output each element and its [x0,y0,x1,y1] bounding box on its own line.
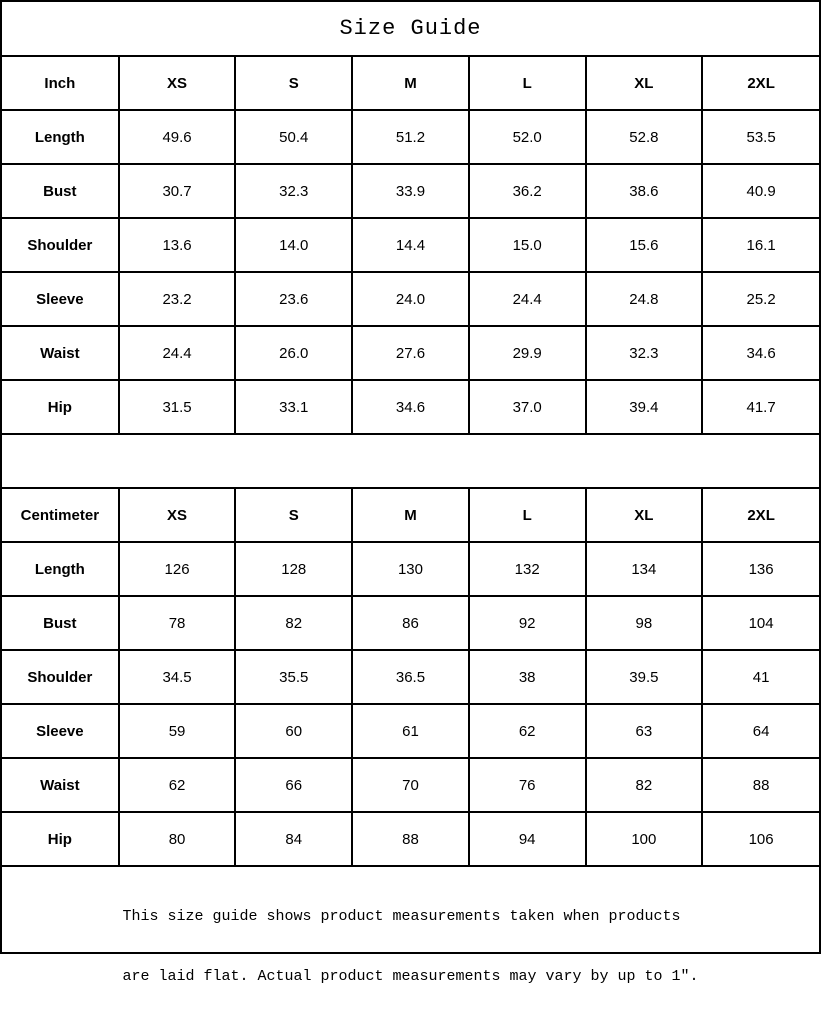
centimeter-size-table [2,489,819,865]
value-cell: 61 [352,704,469,758]
measurement-row [2,326,819,380]
value-cell: 106 [702,812,819,865]
row-label-cell: Shoulder [2,218,119,272]
measurement-row [2,110,819,164]
row-label-cell: Hip [2,380,119,433]
value-cell: 24.0 [352,272,469,326]
value-cell: 94 [469,812,586,865]
value-cell: 14.4 [352,218,469,272]
size-header-cell: M [352,57,469,110]
value-cell: 86 [352,596,469,650]
page-title: Size Guide [2,2,819,57]
value-cell: 32.3 [586,326,703,380]
row-label-cell: Hip [2,812,119,865]
value-cell: 24.4 [469,272,586,326]
value-cell: 128 [235,542,352,596]
value-cell: 134 [586,542,703,596]
value-cell: 41 [702,650,819,704]
value-cell: 100 [586,812,703,865]
measurement-row [2,596,819,650]
value-cell: 84 [235,812,352,865]
footer-note [2,865,819,1027]
size-header-cell: XS [119,57,236,110]
value-cell: 38 [469,650,586,704]
row-label-cell: Sleeve [2,272,119,326]
value-cell: 33.9 [352,164,469,218]
size-header-cell: S [235,57,352,110]
value-cell: 50.4 [235,110,352,164]
value-cell: 36.2 [469,164,586,218]
value-cell: 53.5 [702,110,819,164]
header-row [2,489,819,542]
value-cell: 82 [586,758,703,812]
size-header-cell: 2XL [702,57,819,110]
row-label-cell: Length [2,110,119,164]
value-cell: 13.6 [119,218,236,272]
header-row [2,57,819,110]
value-cell: 31.5 [119,380,236,433]
value-cell: 52.8 [586,110,703,164]
value-cell: 130 [352,542,469,596]
value-cell: 92 [469,596,586,650]
size-header-cell: L [469,57,586,110]
row-label-cell: Bust [2,164,119,218]
value-cell: 14.0 [235,218,352,272]
value-cell: 32.3 [235,164,352,218]
row-label-cell: Waist [2,758,119,812]
value-cell: 59 [119,704,236,758]
unit-header-cell: Centimeter [2,489,119,542]
size-header-cell: 2XL [702,489,819,542]
value-cell: 132 [469,542,586,596]
value-cell: 33.1 [235,380,352,433]
unit-header-cell: Inch [2,57,119,110]
measurement-row [2,272,819,326]
value-cell: 70 [352,758,469,812]
value-cell: 62 [119,758,236,812]
value-cell: 104 [702,596,819,650]
value-cell: 66 [235,758,352,812]
size-header-cell: XL [586,489,703,542]
measurement-row [2,164,819,218]
row-label-cell: Length [2,542,119,596]
row-label-cell: Bust [2,596,119,650]
value-cell: 27.6 [352,326,469,380]
value-cell: 39.5 [586,650,703,704]
value-cell: 88 [702,758,819,812]
row-label-cell: Waist [2,326,119,380]
value-cell: 49.6 [119,110,236,164]
row-label-cell: Sleeve [2,704,119,758]
value-cell: 60 [235,704,352,758]
value-cell: 34.5 [119,650,236,704]
size-header-cell: XS [119,489,236,542]
value-cell: 25.2 [702,272,819,326]
row-label-cell: Shoulder [2,650,119,704]
size-header-cell: XL [586,57,703,110]
size-header-cell: L [469,489,586,542]
value-cell: 63 [586,704,703,758]
measurement-row [2,650,819,704]
value-cell: 64 [702,704,819,758]
value-cell: 34.6 [352,380,469,433]
value-cell: 40.9 [702,164,819,218]
footer-note-line-2: are laid flat. Actual product measurements may vary by up to 1″. [122,968,699,985]
spacer-row [2,433,819,489]
size-header-cell: M [352,489,469,542]
measurement-row [2,758,819,812]
measurement-row [2,812,819,865]
value-cell: 62 [469,704,586,758]
value-cell: 39.4 [586,380,703,433]
value-cell: 24.8 [586,272,703,326]
value-cell: 76 [469,758,586,812]
value-cell: 126 [119,542,236,596]
value-cell: 15.6 [586,218,703,272]
value-cell: 136 [702,542,819,596]
value-cell: 80 [119,812,236,865]
value-cell: 82 [235,596,352,650]
value-cell: 24.4 [119,326,236,380]
value-cell: 38.6 [586,164,703,218]
value-cell: 16.1 [702,218,819,272]
value-cell: 15.0 [469,218,586,272]
value-cell: 36.5 [352,650,469,704]
size-header-cell: S [235,489,352,542]
value-cell: 52.0 [469,110,586,164]
inch-size-table [2,57,819,433]
value-cell: 29.9 [469,326,586,380]
value-cell: 26.0 [235,326,352,380]
value-cell: 41.7 [702,380,819,433]
measurement-row [2,218,819,272]
measurement-row [2,542,819,596]
value-cell: 37.0 [469,380,586,433]
value-cell: 23.2 [119,272,236,326]
value-cell: 35.5 [235,650,352,704]
value-cell: 51.2 [352,110,469,164]
measurement-row [2,380,819,433]
footer-note-text [122,867,698,1027]
measurement-row [2,704,819,758]
value-cell: 88 [352,812,469,865]
value-cell: 23.6 [235,272,352,326]
value-cell: 30.7 [119,164,236,218]
value-cell: 98 [586,596,703,650]
value-cell: 78 [119,596,236,650]
value-cell: 34.6 [702,326,819,380]
footer-note-line-1: This size guide shows product measurements taken when products [122,908,681,925]
